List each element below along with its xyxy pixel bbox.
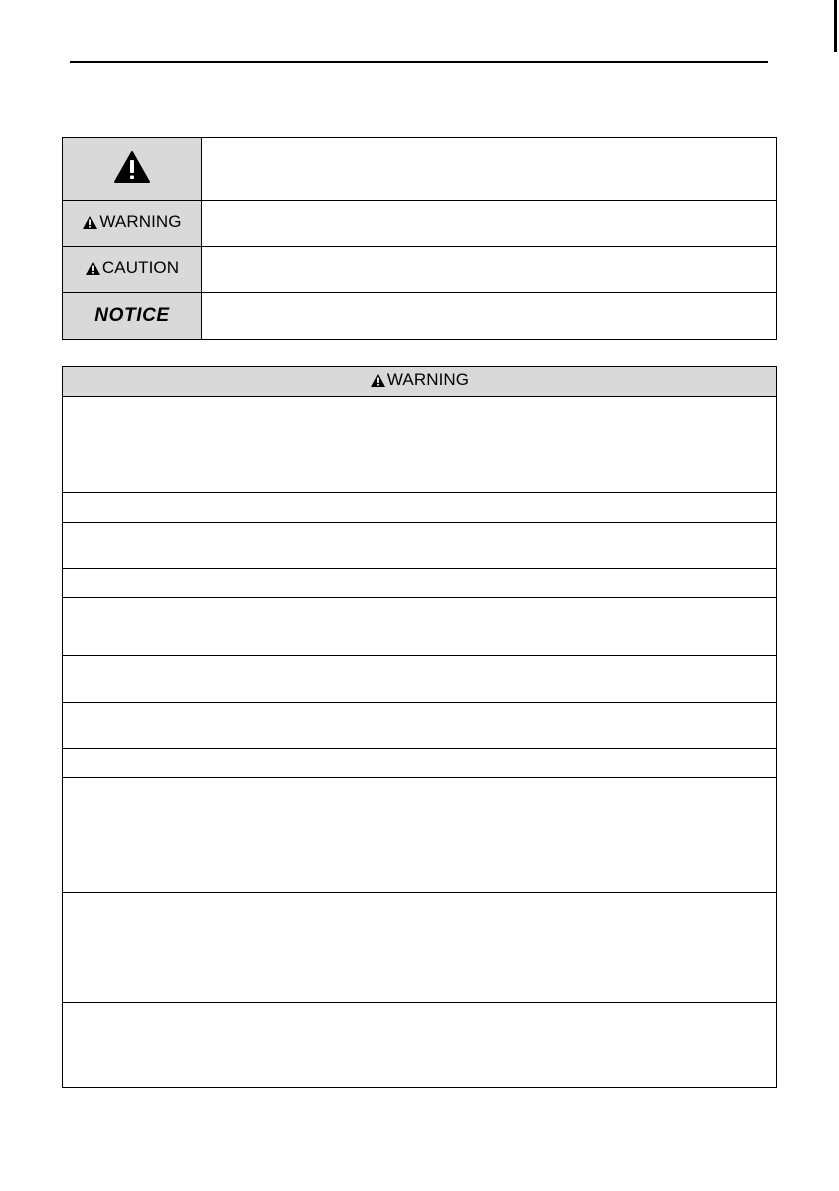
- warning-item: [63, 493, 777, 523]
- warning-table-header-row: [63, 367, 777, 397]
- warning-table-header: [63, 367, 777, 397]
- caution-signal-word: [85, 258, 179, 278]
- warning-item: [63, 569, 777, 598]
- warning-item: [63, 703, 777, 749]
- page-edge-mark: [834, 0, 837, 52]
- signal-label: WARNING: [99, 212, 182, 232]
- signal-description: [202, 201, 777, 247]
- warning-item: [63, 598, 777, 656]
- signal-label: CAUTION: [101, 258, 180, 278]
- safety-alert-icon: [113, 150, 151, 184]
- signal-symbol-cell: [63, 201, 202, 247]
- signal-row-safety-alert: [63, 138, 777, 201]
- warning-table: [62, 366, 777, 1088]
- warning-header-label: WARNING: [386, 370, 470, 390]
- header-rule: [70, 61, 768, 63]
- warning-triangle-icon: [82, 215, 98, 230]
- signal-description: [202, 247, 777, 293]
- notice-signal-word: NOTICE: [94, 305, 170, 326]
- warning-signal-word: [82, 212, 181, 232]
- signal-description: [202, 138, 777, 201]
- warning-triangle-icon: [370, 373, 386, 388]
- signal-row-warning: [63, 201, 777, 247]
- warning-triangle-icon: [85, 261, 101, 276]
- signal-symbol-cell: [63, 138, 202, 201]
- signal-row-notice: [63, 293, 777, 340]
- warning-item: [63, 397, 777, 493]
- warning-item: [63, 893, 777, 1003]
- signal-row-caution: [63, 247, 777, 293]
- warning-item: [63, 778, 777, 893]
- signal-symbol-cell: [63, 293, 202, 340]
- signal-symbol-cell: [63, 247, 202, 293]
- warning-item: [63, 523, 777, 569]
- signal-word-table: [62, 137, 777, 340]
- warning-item: [63, 749, 777, 778]
- warning-item: [63, 656, 777, 703]
- signal-description: [202, 293, 777, 340]
- warning-item: [63, 1003, 777, 1088]
